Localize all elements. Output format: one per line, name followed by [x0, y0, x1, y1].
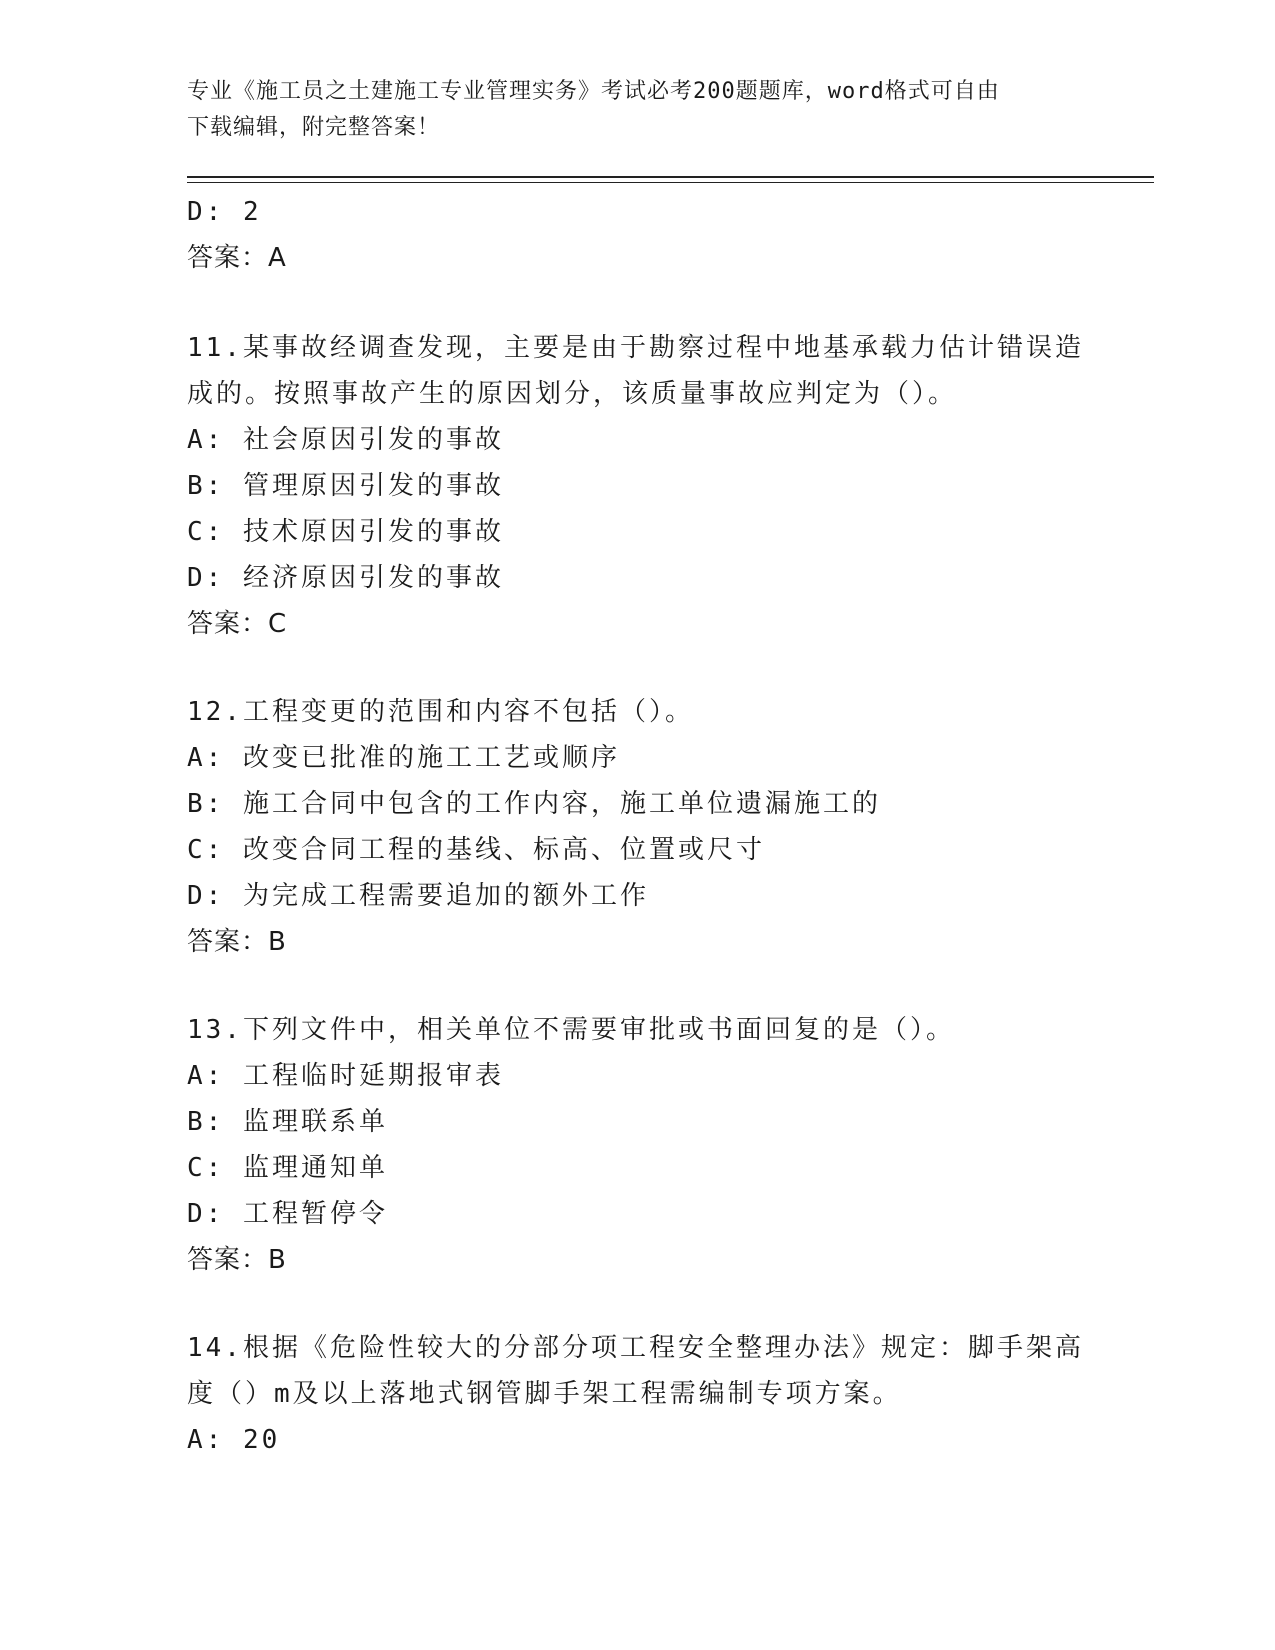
question-13 — [187, 1007, 1107, 1283]
header-rule-thin — [187, 182, 1154, 183]
option-b: B: 管理原因引发的事故 — [187, 471, 504, 501]
header-rule-thick — [187, 176, 1154, 178]
question-stem: 12.工程变更的范围和内容不包括（）。 — [187, 697, 694, 727]
header-line-2: 下载编辑，附完整答案！ — [187, 115, 441, 140]
answer-line: 答案：B — [187, 1245, 287, 1275]
answer-line: 答案：C — [187, 609, 288, 639]
option-b: B: 监理联系单 — [187, 1107, 388, 1137]
question-11 — [187, 325, 1107, 647]
option-d: D: 经济原因引发的事故 — [187, 563, 504, 593]
option-d: D: 2 — [187, 197, 262, 227]
previous-question-tail — [187, 189, 1107, 281]
question-list — [187, 189, 1107, 1463]
option-c: C: 技术原因引发的事故 — [187, 517, 504, 547]
option-a: A: 20 — [187, 1425, 281, 1455]
question-stem-continued: 度（）m及以上落地式钢管脚手架工程需编制专项方案。 — [187, 1379, 902, 1409]
option-c: C: 改变合同工程的基线、标高、位置或尺寸 — [187, 835, 765, 865]
option-a: A: 社会原因引发的事故 — [187, 425, 504, 455]
option-b: B: 施工合同中包含的工作内容，施工单位遗漏施工的 — [187, 789, 881, 819]
question-stem: 11.某事故经调查发现，主要是由于勘察过程中地基承载力估计错误造 — [187, 333, 1084, 363]
answer-line: 答案：B — [187, 927, 287, 957]
question-stem: 14.根据《危险性较大的分部分项工程安全整理办法》规定：脚手架高 — [187, 1333, 1084, 1363]
option-c: C: 监理通知单 — [187, 1153, 388, 1183]
question-stem: 13.下列文件中，相关单位不需要审批或书面回复的是（）。 — [187, 1015, 955, 1045]
option-a: A: 改变已批准的施工工艺或顺序 — [187, 743, 620, 773]
document-header — [187, 74, 1087, 146]
option-d: D: 工程暂停令 — [187, 1199, 388, 1229]
option-d: D: 为完成工程需要追加的额外工作 — [187, 881, 649, 911]
header-line-1: 专业《施工员之土建施工专业管理实务》考试必考200题题库，word格式可自由 — [187, 79, 1000, 104]
question-12 — [187, 689, 1107, 965]
question-14 — [187, 1325, 1107, 1463]
option-a: A: 工程临时延期报审表 — [187, 1061, 504, 1091]
question-stem-continued: 成的。按照事故产生的原因划分，该质量事故应判定为（）。 — [187, 379, 958, 409]
answer-line: 答案：A — [187, 243, 287, 273]
